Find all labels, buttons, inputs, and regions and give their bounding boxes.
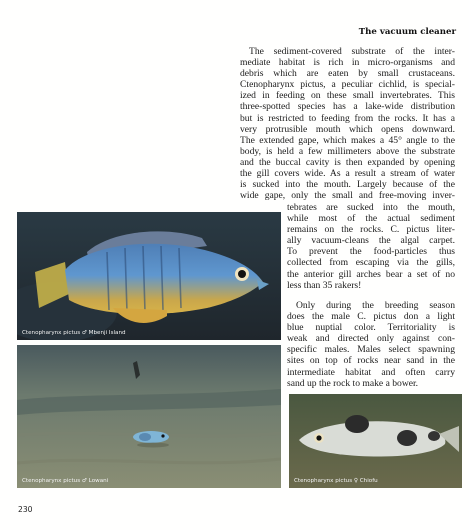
fish-photo-blue-male: [17, 212, 281, 340]
text-line: Only during the breeding season: [296, 300, 455, 311]
text-line: ally vacuum-cleans the algal carpet.: [287, 235, 455, 247]
photo-caption-mbenji: Ctenopharynx pictus ♂ Mbenji Island: [22, 330, 126, 336]
text-line: is sucked into the mouth. Largely because of the: [240, 179, 455, 191]
photo-female-chiofu: [289, 394, 462, 488]
photo-caption-chiofu: Ctenopharynx pictus ♀ Chiofu: [294, 478, 378, 484]
paragraph-2: [287, 300, 455, 389]
text-line: specific males. Males select spawning: [287, 344, 455, 356]
page-number: 230: [18, 505, 33, 514]
text-line: sand up the rock to make a bower.: [287, 377, 419, 389]
text-line: remains on the rocks. C. pictus liter-: [287, 224, 455, 236]
photo-male-mbenji: [17, 212, 281, 340]
text-line: and the buccal cavity is then expanded by opening: [240, 156, 455, 168]
spotted-female-photo: [289, 394, 462, 488]
photo-male-lowani: [17, 345, 281, 488]
text-line: body, is held a few millimeters above the substrate: [240, 145, 455, 157]
text-line: the gill covers wide. As a result a stream of water: [240, 168, 455, 180]
paragraph-1-wrap: [287, 202, 455, 291]
text-line: blue nuptial color. Territoriality is: [287, 322, 455, 334]
text-line: mediate habitat is rich in micro-organisms and: [240, 57, 455, 69]
section-title: The vacuum cleaner: [358, 27, 456, 37]
text-line: The extended gape, which makes a 45° angle to the: [240, 134, 455, 146]
text-line: intermediate habitat and often carry: [287, 366, 455, 378]
text-line: three-spotted species has a lake-wide distribution: [240, 101, 455, 113]
photo-caption-lowani: Ctenopharynx pictus ♂ Lowani: [22, 478, 109, 484]
text-line: The sediment-covered substrate of the inter-: [249, 46, 455, 57]
text-line: but is restricted to feeding from the rocks. It has a: [240, 112, 455, 124]
text-line: weak and directed only against con-: [287, 333, 455, 345]
text-line: wide gape, only the small and free-moving inver-: [240, 190, 455, 202]
text-line: while most of the actual sediment: [287, 213, 455, 225]
text-line: the anterior gill arches bear a set of no: [287, 268, 455, 280]
text-line: collected from escaping via the gills,: [287, 257, 455, 269]
text-line: sites on top of rocks near sand in the: [287, 355, 455, 367]
text-line: ized in feeding on these small invertebrates. This: [240, 90, 455, 102]
sandy-lakebed-photo: [17, 345, 281, 488]
text-line: Ctenopharynx pictus, a peculiar cichlid, is special-: [240, 79, 455, 91]
text-line: very protrusible mouth which opens downward.: [240, 123, 455, 135]
text-line: does the male C. pictus don a light: [287, 311, 455, 323]
text-line: debris which are eaten by small crustaceans.: [240, 68, 455, 80]
text-line: tebrates are sucked into the mouth,: [287, 202, 455, 213]
paragraph-1-top: [240, 46, 455, 201]
text-line: less than 35 rakers!: [287, 279, 362, 291]
text-line: To prevent the food-particles thus: [287, 246, 455, 258]
